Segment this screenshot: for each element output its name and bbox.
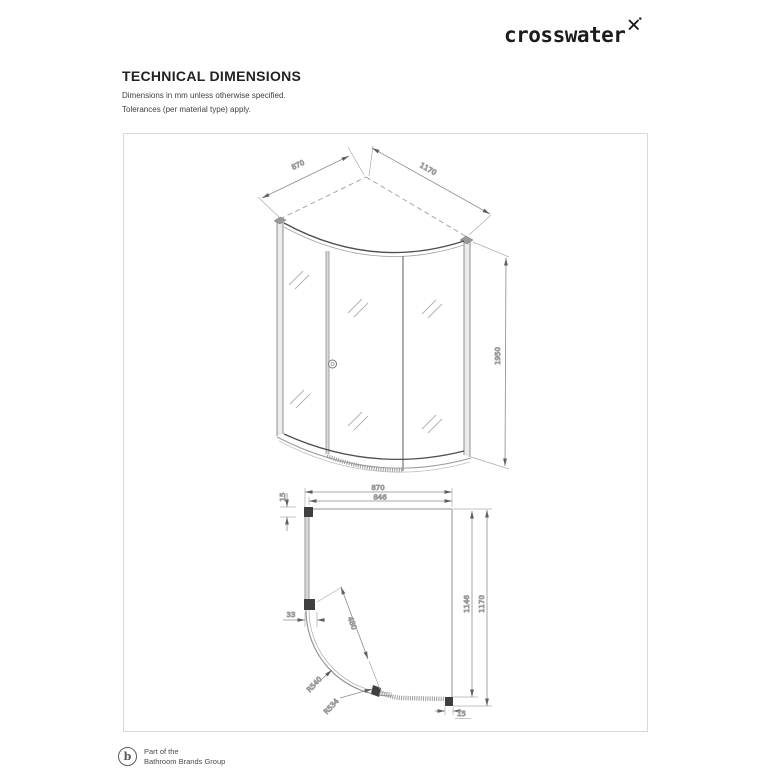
bathroom-brands-logo xyxy=(118,747,137,766)
footer-text xyxy=(144,747,225,766)
bathroom-brands-logo-letter: b xyxy=(123,750,132,763)
plan-outer-depth-dim-label: 1170 xyxy=(478,595,486,613)
iso-width-dim-label: 870 xyxy=(290,158,306,172)
iso-height-dim-label: 1950 xyxy=(494,347,502,365)
plan-door-offset-dim-label: 33 xyxy=(286,611,296,619)
plan-inner-radius-label: R534 xyxy=(322,697,341,717)
iso-view xyxy=(258,146,509,472)
plan-outer-radius-label: R540 xyxy=(305,675,324,695)
subtitle-line-1: Dimensions in mm unless otherwise specified. xyxy=(122,91,286,100)
plan-inner-depth-dim-label: 1146 xyxy=(463,595,471,613)
plan-wall-top-dim-label: 15 xyxy=(279,492,287,502)
plan-wall-right-dim-label: 15 xyxy=(457,710,466,718)
glass-reflection-marks xyxy=(289,271,442,433)
door-handle-knob xyxy=(329,360,337,368)
plan-door-width-dim-label: 480 xyxy=(345,615,358,631)
iso-depth-dim-label: 1170 xyxy=(418,161,438,178)
plan-inner-width-dim-label: 846 xyxy=(373,493,387,502)
page-title: TECHNICAL DIMENSIONS xyxy=(122,68,302,84)
subtitle-line-2: Tolerances (per material type) apply. xyxy=(122,105,251,114)
plan-view xyxy=(279,484,492,719)
crosswater-logo-text: crosswater xyxy=(504,23,626,47)
plan-outer-width-dim-label: 870 xyxy=(371,484,385,492)
footer-line-2: Bathroom Brands Group xyxy=(144,756,226,766)
footer xyxy=(118,747,225,766)
drawing-frame xyxy=(124,134,648,732)
footer-line-1: Part of the xyxy=(144,747,179,756)
